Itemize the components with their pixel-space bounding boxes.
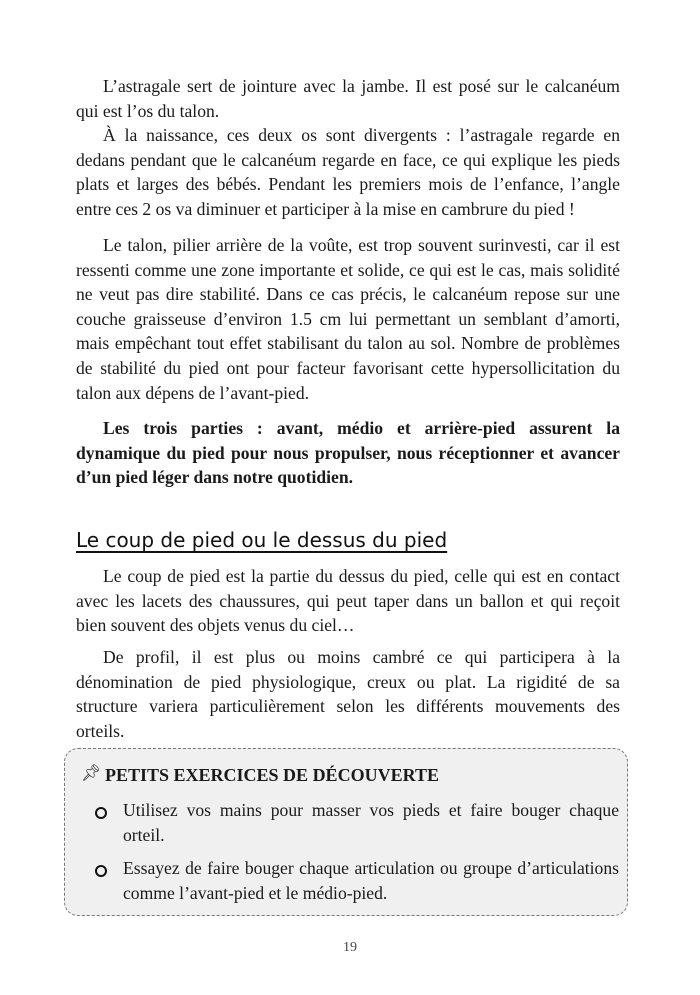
- paragraph: De profil, il est plus ou moins cambré ce qui participera à la dénomination de pied physiologique, creux ou plat. La rigidité de sa structure variera particulièrement selon les différents mouvements des orteils.: [76, 647, 620, 741]
- bullet-circle-icon: [95, 807, 107, 819]
- section-heading: Le coup de pied ou le dessus du pied: [76, 528, 448, 552]
- bullet-circle-icon: [95, 865, 107, 877]
- paragraph: L’astragale sert de jointure avec la jambe. Il est posé sur le calcanéum qui est l’os du talon.: [76, 76, 620, 121]
- list-item: Essayez de faire bouger chaque articulation ou groupe d’articulations comme l’avant-pied et le médio-pied.: [123, 858, 619, 903]
- paragraph: Le talon, pilier arrière de la voûte, est trop souvent surinvesti, car il est ressenti comme une zone importante et solide, ce qui est le cas, mais solidité ne veut pas dire stabilité. Dans ce cas précis, le calcanéum repose sur une couche graisseuse d’environ 1.5 cm lui permettant un semblant d’amorti, mais empêchant tout effet stabilisant du talon au sol. Nombre de problèmes de stabilité du pied ont pour facteur favorisant cette hypersollicitation du talon aux dépens de l’avant-pied.: [76, 235, 620, 403]
- paragraph: Le coup de pied est la partie du dessus du pied, celle qui est en contact avec les lacets des chaussures, qui peut taper dans un ballon et qui reçoit bien souvent des objets venus du ciel…: [76, 566, 620, 636]
- exercise-box-title: PETITS EXERCICES DE DÉCOUVERTE: [105, 765, 439, 785]
- page-number: 19: [343, 940, 357, 955]
- bold-paragraph: Les trois parties : avant, médio et arrière-pied assurent la dynamique du pied pour nous propulser, nous réceptionner et avancer d’un pied léger dans notre quotidien.: [76, 418, 620, 488]
- paragraph: À la naissance, ces deux os sont divergents : l’astragale regarde en dedans pendant que le calcanéum regarde en face, ce qui explique les pieds plats et larges des bébés. Pendant les premiers mois de l’enfance, l’angle entre ces 2 os va diminuer et participer à la mise en cambrure du pied !: [76, 125, 620, 219]
- pushpin-icon: 📌︎: [81, 765, 102, 782]
- list-item: Utilisez vos mains pour masser vos pieds et faire bouger chaque orteil.: [123, 800, 619, 845]
- exercise-box: [64, 748, 628, 916]
